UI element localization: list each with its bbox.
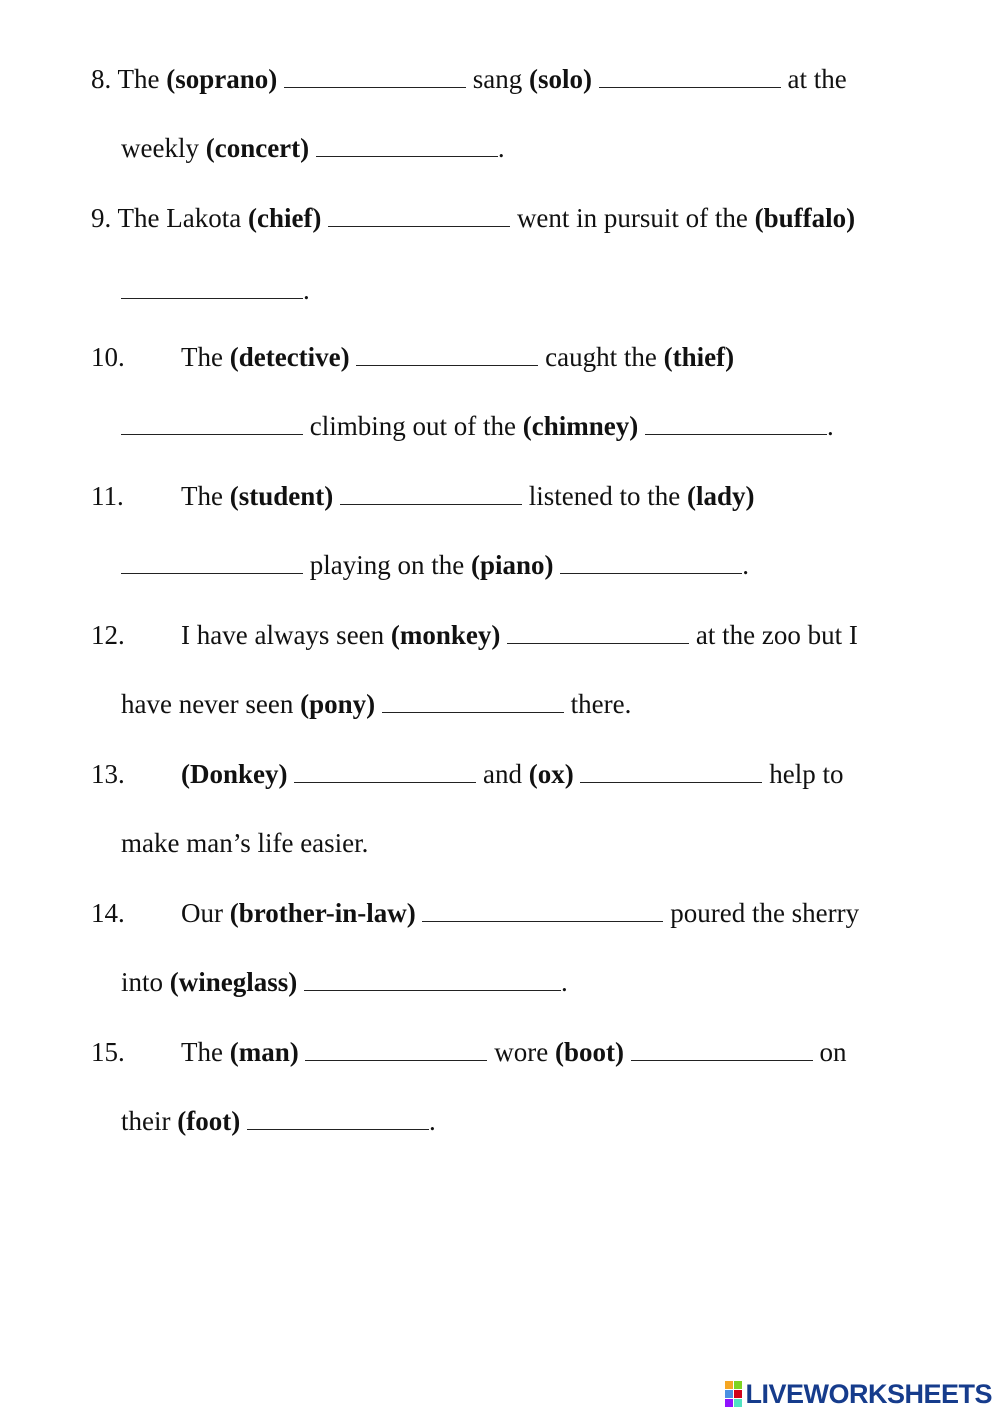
sentence-text: have never seen <box>121 689 294 719</box>
question-13-line-1 <box>91 757 843 791</box>
cue-word: (brother-in-law) <box>229 898 416 928</box>
cue-word: (buffalo) <box>754 203 856 233</box>
question-11-line-1 <box>91 479 754 513</box>
answer-blank[interactable] <box>340 484 522 505</box>
sentence-text: there. <box>570 689 632 719</box>
cue-word: (wineglass) <box>169 967 298 997</box>
question-14-line-1 <box>91 896 859 930</box>
question-number: 8. <box>91 64 112 94</box>
sentence-text: . <box>826 411 834 441</box>
answer-blank[interactable] <box>328 206 510 227</box>
liveworksheets-logo <box>725 1379 992 1409</box>
question-number: 11. <box>91 481 124 511</box>
cue-word: (ox) <box>528 759 574 789</box>
logo-mark-icon <box>725 1381 742 1407</box>
cue-word: (chimney) <box>522 411 639 441</box>
sentence-text: at the <box>787 64 847 94</box>
sentence-text: The <box>181 1037 223 1067</box>
answer-blank[interactable] <box>599 67 781 88</box>
answer-blank[interactable] <box>247 1109 429 1130</box>
sentence-text: on <box>819 1037 847 1067</box>
question-9-line-1 <box>91 201 855 235</box>
sentence-text: at the zoo but I <box>695 620 858 650</box>
answer-blank[interactable] <box>121 414 303 435</box>
question-11-line-2 <box>121 548 749 582</box>
cue-word: (chief) <box>247 203 322 233</box>
cue-word: (Donkey) <box>181 759 288 789</box>
question-8-line-1 <box>91 62 847 96</box>
sentence-text: The <box>181 481 223 511</box>
sentence-text: playing on the <box>309 550 465 580</box>
sentence-text: into <box>121 967 164 997</box>
sentence-text: wore <box>494 1037 549 1067</box>
answer-blank[interactable] <box>121 553 303 574</box>
question-15-line-2 <box>121 1104 436 1138</box>
sentence-text: I have always seen <box>181 620 385 650</box>
sentence-text: weekly <box>121 133 199 163</box>
cue-word: (lady) <box>686 481 755 511</box>
sentence-text: . <box>428 1106 436 1136</box>
sentence-text: Our <box>181 898 223 928</box>
question-number: 15. <box>91 1037 125 1067</box>
question-12-line-1 <box>91 618 858 652</box>
cue-word: (boot) <box>554 1037 624 1067</box>
sentence-text: poured the sherry <box>670 898 860 928</box>
sentence-text: The <box>117 64 160 94</box>
question-8-line-2 <box>121 131 505 165</box>
sentence-text: . <box>561 967 568 997</box>
sentence-text: and <box>483 759 522 789</box>
question-10-line-2 <box>121 409 834 443</box>
sentence-text: . <box>303 275 310 305</box>
question-15-line-1 <box>91 1035 846 1069</box>
sentence-text: caught the <box>545 342 657 372</box>
sentence-text: . <box>742 550 750 580</box>
answer-blank[interactable] <box>580 762 762 783</box>
cue-word: (pony) <box>300 689 376 719</box>
cue-word: (soprano) <box>166 64 278 94</box>
question-12-line-2 <box>121 687 631 721</box>
logo-text: LIVEWORKSHEETS <box>745 1378 992 1409</box>
cue-word: (solo) <box>529 64 593 94</box>
sentence-text: sang <box>472 64 523 94</box>
question-number: 14. <box>91 898 125 928</box>
sentence-text: listened to the <box>528 481 681 511</box>
cue-word: (man) <box>229 1037 299 1067</box>
question-number: 13. <box>91 759 125 789</box>
sentence-text: The <box>181 342 223 372</box>
answer-blank[interactable] <box>422 901 663 922</box>
question-10-line-1 <box>91 340 734 374</box>
answer-blank[interactable] <box>507 623 689 644</box>
sentence-text: The Lakota <box>117 203 242 233</box>
cue-word: (monkey) <box>390 620 501 650</box>
question-9-line-2 <box>121 273 310 307</box>
answer-blank[interactable] <box>304 970 561 991</box>
question-number: 12. <box>91 620 125 650</box>
question-13-line-2 <box>121 826 368 860</box>
question-number: 10. <box>91 342 125 372</box>
answer-blank[interactable] <box>121 278 303 299</box>
answer-blank[interactable] <box>560 553 742 574</box>
answer-blank[interactable] <box>382 692 564 713</box>
cue-word: (detective) <box>229 342 350 372</box>
answer-blank[interactable] <box>284 67 466 88</box>
sentence-text: went in pursuit of the <box>516 203 748 233</box>
question-number: 9. <box>91 203 112 233</box>
sentence-text: climbing out of the <box>309 411 516 441</box>
cue-word: (student) <box>229 481 334 511</box>
sentence-text: make man’s life easier. <box>121 828 369 858</box>
cue-word: (concert) <box>205 133 310 163</box>
sentence-text: help to <box>769 759 844 789</box>
answer-blank[interactable] <box>305 1040 487 1061</box>
sentence-text: . <box>497 133 505 163</box>
question-14-line-2 <box>121 965 568 999</box>
sentence-text: their <box>121 1106 171 1136</box>
answer-blank[interactable] <box>316 136 498 157</box>
answer-blank[interactable] <box>645 414 827 435</box>
cue-word: (piano) <box>470 550 554 580</box>
cue-word: (foot) <box>177 1106 241 1136</box>
answer-blank[interactable] <box>631 1040 813 1061</box>
answer-blank[interactable] <box>356 345 538 366</box>
answer-blank[interactable] <box>294 762 476 783</box>
cue-word: (thief) <box>663 342 735 372</box>
